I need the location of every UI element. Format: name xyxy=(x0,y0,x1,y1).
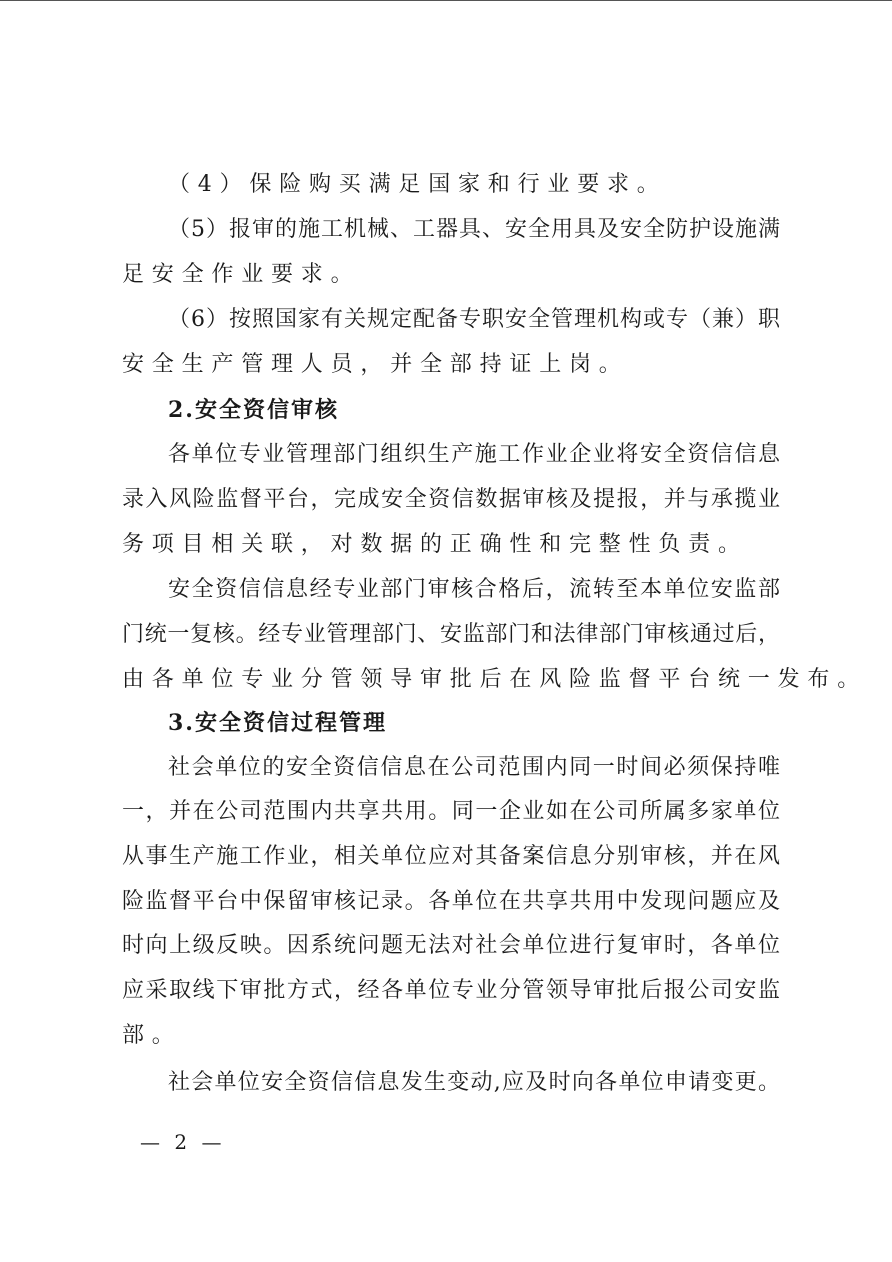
text-line: 社会单位的安全资信信息在公司范围内同一时间必须保持唯 xyxy=(168,755,780,780)
text-line: （4）保险购买满足国家和行业要求。 xyxy=(168,172,667,197)
text-line: （5）报审的施工机械、工器具、安全用具及安全防护设施满 xyxy=(168,217,780,242)
text-line: 应采取线下审批方式，经各单位专业分管领导审批后报公司安监 xyxy=(122,978,780,1003)
text-line: 务项目相关联，对数据的正确性和完整性负责。 xyxy=(122,532,748,557)
text-line: 由各单位专业分管领导审批后在风险监督平台统一发布。 xyxy=(122,667,868,692)
text-line: 部。 xyxy=(122,1023,182,1048)
text-line: （6）按照国家有关规定配备专职安全管理机构或专（兼）职 xyxy=(168,307,780,332)
text-line: 各单位专业管理部门组织生产施工作业企业将安全资信信息 xyxy=(168,442,780,467)
text-line: 录入风险监督平台，完成安全资信数据审核及提报，并与承揽业 xyxy=(122,487,780,512)
text-line: 门统一复核。经专业管理部门、安监部门和法律部门审核通过后， xyxy=(122,622,780,647)
text-line: 时向上级反映。因系统问题无法对社会单位进行复审时，各单位 xyxy=(122,933,780,958)
text-line: 从事生产施工作业，相关单位应对其备案信息分别审核，并在风 xyxy=(122,844,780,869)
text-line: 足安全作业要求。 xyxy=(122,262,361,287)
text-line: 社会单位安全资信信息发生变动,应及时向各单位申请变更。 xyxy=(168,1070,780,1095)
text-line: 一，并在公司范围内共享共用。同一企业如在公司所属多家单位 xyxy=(122,799,780,824)
section-heading: 2.安全资信审核 xyxy=(168,397,339,423)
page-number: — 2 — xyxy=(140,1130,226,1154)
text-line: 安全生产管理人员，并全部持证上岗。 xyxy=(122,352,629,377)
text-line: 险监督平台中保留审核记录。各单位在共享共用中发现问题应及 xyxy=(122,889,780,914)
text-line: 安全资信信息经专业部门审核合格后，流转至本单位安监部 xyxy=(168,577,780,602)
page-top-border xyxy=(0,0,892,1)
section-heading: 3.安全资信过程管理 xyxy=(168,710,387,736)
